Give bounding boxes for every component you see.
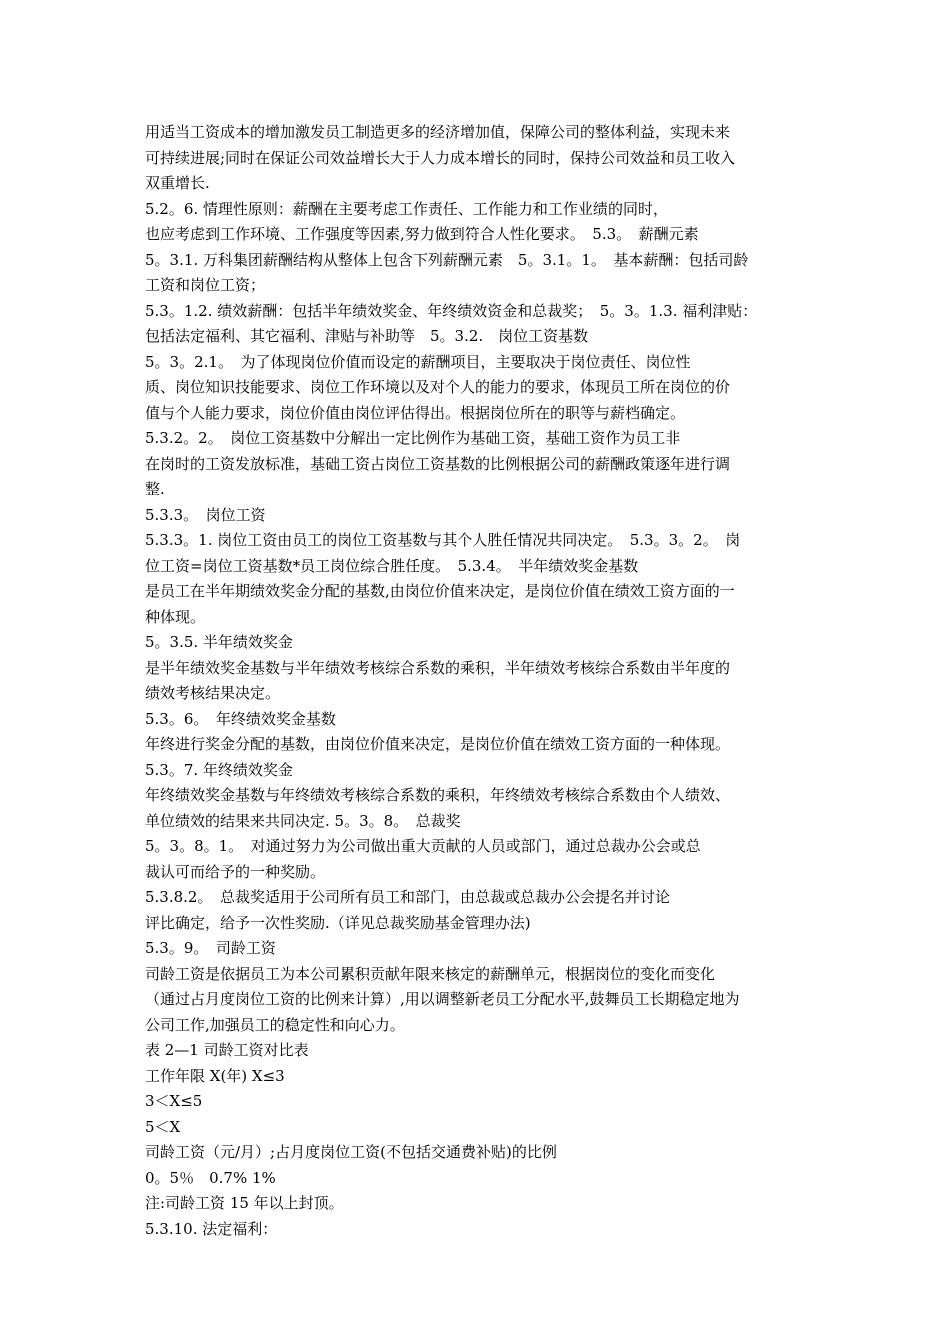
text-line: 位工资=岗位工资基数*员工岗位综合胜任度。 5.3.4。 半年绩效奖金基数 — [145, 556, 639, 575]
text-line: 5.3。6。 年终绩效奖金基数 — [145, 709, 336, 728]
table-text: 司龄工资（元/月）;占月度岗位工资(不包括交通费补贴)的比例 — [145, 1143, 557, 1161]
text-line: 双重增长. — [145, 174, 210, 192]
text-line: 5.3.8.2。 总裁奖适用于公司所有员工和部门，由总裁或总裁办公会提名并讨论 — [145, 888, 670, 906]
text-line: 5.3。9。 司龄工资 — [145, 939, 276, 957]
text-line: 可持续进展;同时在保证公司效益增长大于人力成本增长的同时，保持公司效益和员工收入 — [145, 148, 736, 167]
text-line: 单位绩效的结果来共同决定. 5。3。8。 总裁奖 — [145, 811, 461, 830]
text-line: 5。3。8。1。 对通过努力为公司做出重大贡献的人员或部门，通过总裁办公会或总 — [145, 837, 701, 855]
text-line: 质、岗位知识技能要求、岗位工作环境以及对个人的能力的要求，体现员工所在岗位的价 — [145, 378, 731, 396]
text-line: 种体现。 — [145, 607, 206, 626]
text-line: 5.3.2。2。 岗位工资基数中分解出一定比例作为基础工资，基础工资作为员工非 — [145, 429, 681, 447]
text-line: 裁认可而给予的一种奖励。 — [145, 862, 326, 881]
text-line: 也应考虑到工作环境、工作强度等因素,努力做到符合人性化要求。 5.3。 薪酬元素 — [145, 225, 699, 243]
text-line: 5.3。1.2. 绩效薪酬：包括半年绩效奖金、年终绩效资金和总裁奖； 5。3。1.3. 福利津贴： — [145, 301, 758, 320]
text-line: 5。3.1. 万科集团薪酬结构从整体上包含下列薪酬元素 5。3.1。1。 基本薪酬：包括司龄 — [145, 250, 749, 269]
table-note: 注:司龄工资 15 年以上封顶。 — [145, 1194, 344, 1212]
document-body — [145, 120, 815, 1242]
text-line: 评比确定，给予一次性奖励.（详见总裁奖励基金管理办法) — [145, 913, 531, 932]
text-line: 5.3.10. 法定福利： — [145, 1219, 278, 1238]
text-line: 年终绩效奖金基数与年终绩效考核综合系数的乘积，年终绩效考核综合系数由个人绩效、 — [145, 786, 731, 804]
text-line: 整. — [145, 480, 165, 498]
text-line: 5。3.5. 半年绩效奖金 — [145, 633, 293, 651]
text-line: 年终进行奖金分配的基数，由岗位价值来决定，是岗位价值在绩效工资方面的一种体现。 — [145, 735, 731, 753]
table-text: 0。5％ 0.7% 1% — [145, 1168, 276, 1187]
table-caption: 表 2—1 司龄工资对比表 — [145, 1041, 309, 1059]
table-text: 工作年限 X(年) X≤3 — [145, 1066, 285, 1085]
text-line: （通过占月度岗位工资的比例来计算）,用以调整新老员工分配水平,鼓舞员工长期稳定地为 — [145, 990, 740, 1008]
text-line: 绩效考核结果决定。 — [145, 684, 281, 702]
text-line: 是员工在半年期绩效奖金分配的基数,由岗位价值来决定，是岗位价值在绩效工资方面的一 — [145, 582, 735, 600]
text-line: 5.3.3。1. 岗位工资由员工的岗位工资基数与其个人胜任情况共同决定。 5.3。3。2。 岗 — [145, 531, 741, 549]
table-text: 3＜X≤5 — [145, 1092, 203, 1110]
text-line: 在岗时的工资发放标准，基础工资占岗位工资基数的比例根据公司的薪酬政策逐年进行调 — [145, 454, 731, 473]
text-line: 用适当工资成本的增加激发员工制造更多的经济增加值，保障公司的整体利益，实现未来 — [145, 123, 731, 141]
text-line: 5.3。7. 年终绩效奖金 — [145, 760, 293, 779]
text-line: 5.3.3。 岗位工资 — [145, 505, 266, 524]
text-line: 是半年绩效奖金基数与半年绩效考核综合系数的乘积，半年绩效考核综合系数由半年度的 — [145, 658, 731, 677]
table-text: 5＜X — [145, 1117, 181, 1136]
text-line: 5。3。2.1。 为了体现岗位价值而设定的薪酬项目，主要取决于岗位责任、岗位性 — [145, 352, 691, 371]
text-line: 公司工作,加强员工的稳定性和向心力。 — [145, 1015, 405, 1034]
text-line: 工资和岗位工资； — [145, 276, 266, 294]
text-line: 值与个人能力要求，岗位价值由岗位评估得出。根据岗位所在的职等与薪档确定。 — [145, 403, 686, 422]
text-line: 包括法定福利、其它福利、津贴与补助等 5。3.2. 岗位工资基数 — [145, 327, 589, 345]
text-line: 司龄工资是依据员工为本公司累积贡献年限来核定的薪酬单元，根据岗位的变化而变化 — [145, 964, 716, 983]
text-line: 5.2。6. 情理性原则：薪酬在主要考虑工作责任、工作能力和工作业绩的同时， — [145, 199, 668, 218]
